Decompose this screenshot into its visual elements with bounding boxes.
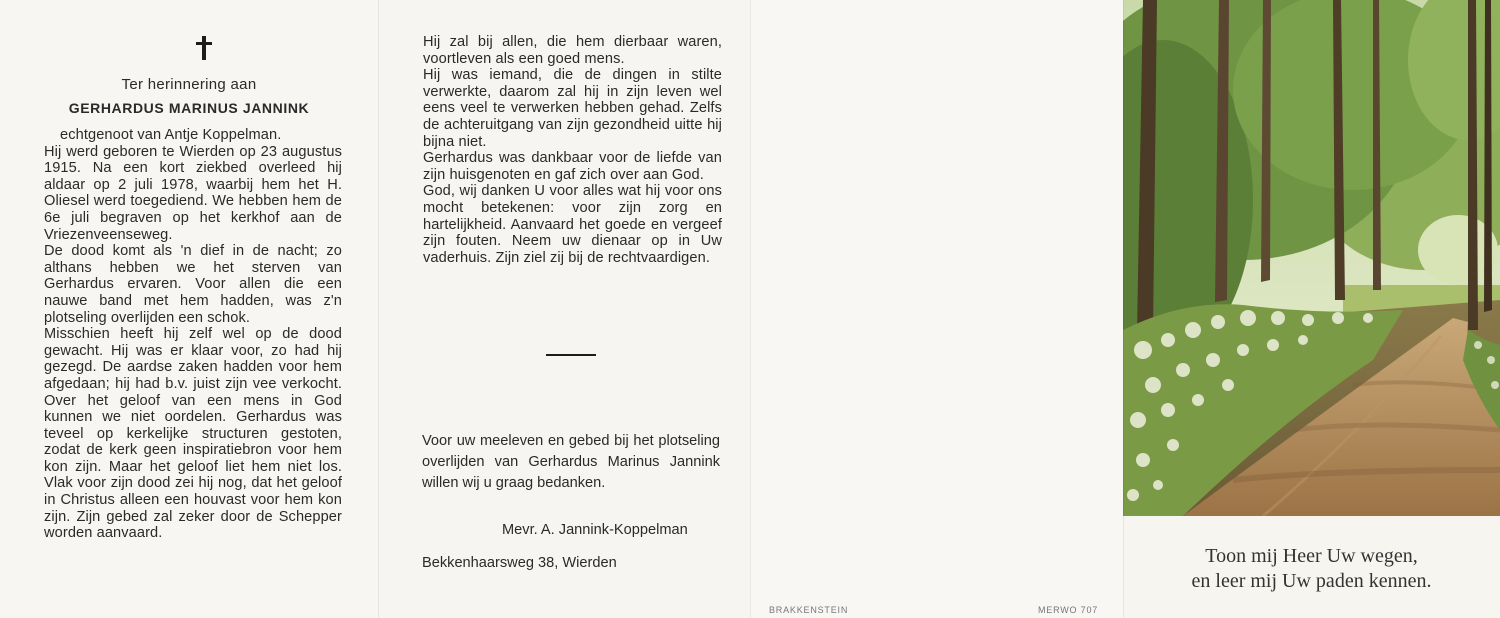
paragraph: Hij zal bij allen, die hem dierbaar waren, voortleven als een goed mens. [423,34,722,67]
fold-line [1123,0,1124,618]
verse-line-1: Toon mij Heer Uw wegen, [1205,545,1418,567]
bible-verse [1123,544,1500,594]
obituary-text-column-1 [44,127,342,542]
paragraph: Hij werd geboren te Wierden op 23 augustus 1915. Na een kort ziekbed overleed hij aldaar op 2 juli 1978, waarbij hem het H. Oliesel werd toegediend. We hebben hem de 6e juli begraven op het kerkhof aan de Vriezenveenseweg. [44,143,342,243]
cross-icon [194,36,214,60]
memorial-panel-blank [750,0,1123,618]
memorial-panel-middle [378,0,750,618]
paragraph: God, wij danken U voor alles wat hij voor ons mocht betekenen: voor zijn zorg en hartelijkheid. Aanvaard het goede en vergeef zijn fouten. Neem uw dienaar op in Uw vaderhuis. Zijn ziel zij bij de rechtvaardigen. [423,183,722,266]
paragraph: De dood komt als 'n dief in de nacht; zo althans hebben we het sterven van Gerhardus ervaren. Voor allen die een nauwe band met hem hadden, was z'n plotseling overlijden een schok. [44,243,342,326]
printer-mark-left: BRAKKENSTEIN [769,605,849,615]
obituary-text-column-2 [423,34,722,266]
paragraph: Misschien heeft hij zelf wel op de dood gewacht. Hij was er klaar voor, zo had hij gezegd. De aardse zaken hadden voor hem afgedaan; hij had b.v. juist zijn vee verkocht. Over het geloof van een mens in God kunnen we niet oordelen. Gerhardus was teveel op kerkelijke structuren gestoten, zodat de kerk geen inspiratiebron voor hem kon zijn. Maar het geloof liet hem niet los. Vlak voor zijn dood zei hij nog, dat het geloof in Christus alleen een houvast voor hem kon zijn. Zijn gebed zal zeker door de Schepper worden aanvaard. [44,326,342,542]
memorial-panel-left [0,0,378,618]
signature: Mevr. A. Jannink-Koppelman [502,522,688,538]
divider-line [546,354,596,356]
spouse-line: echtgenoot van Antje Koppelman. [60,127,282,143]
printer-mark-right: MERWO 707 [1038,605,1099,615]
memory-heading: Ter herinnering aan [121,76,257,93]
forest-path-photo [1123,0,1500,516]
paragraph: Gerhardus was dankbaar voor de liefde van zijn huisgenoten en gaf zich over aan God. [423,150,722,183]
address: Bekkenhaarsweg 38, Wierden [422,555,617,571]
memorial-panel-photo [1123,0,1500,618]
verse-line-2: en leer mij Uw paden kennen. [1191,570,1432,592]
thanks-text: Voor uw meeleven en gebed bij het plotseling overlijden van Gerhardus Marinus Jannink willen wij u graag bedanken. [422,433,720,491]
fold-line [378,0,379,618]
paragraph: Hij was iemand, die de dingen in stilte verwerkte, daarom zal hij in zijn leven wel eens veel te verwerken hebben gehad. Zelfs de achteruitgang van zijn gezondheid uitte hij bijna niet. [423,67,722,150]
deceased-name: GERHARDUS MARINUS JANNINK [68,100,310,116]
fold-line [750,0,751,618]
